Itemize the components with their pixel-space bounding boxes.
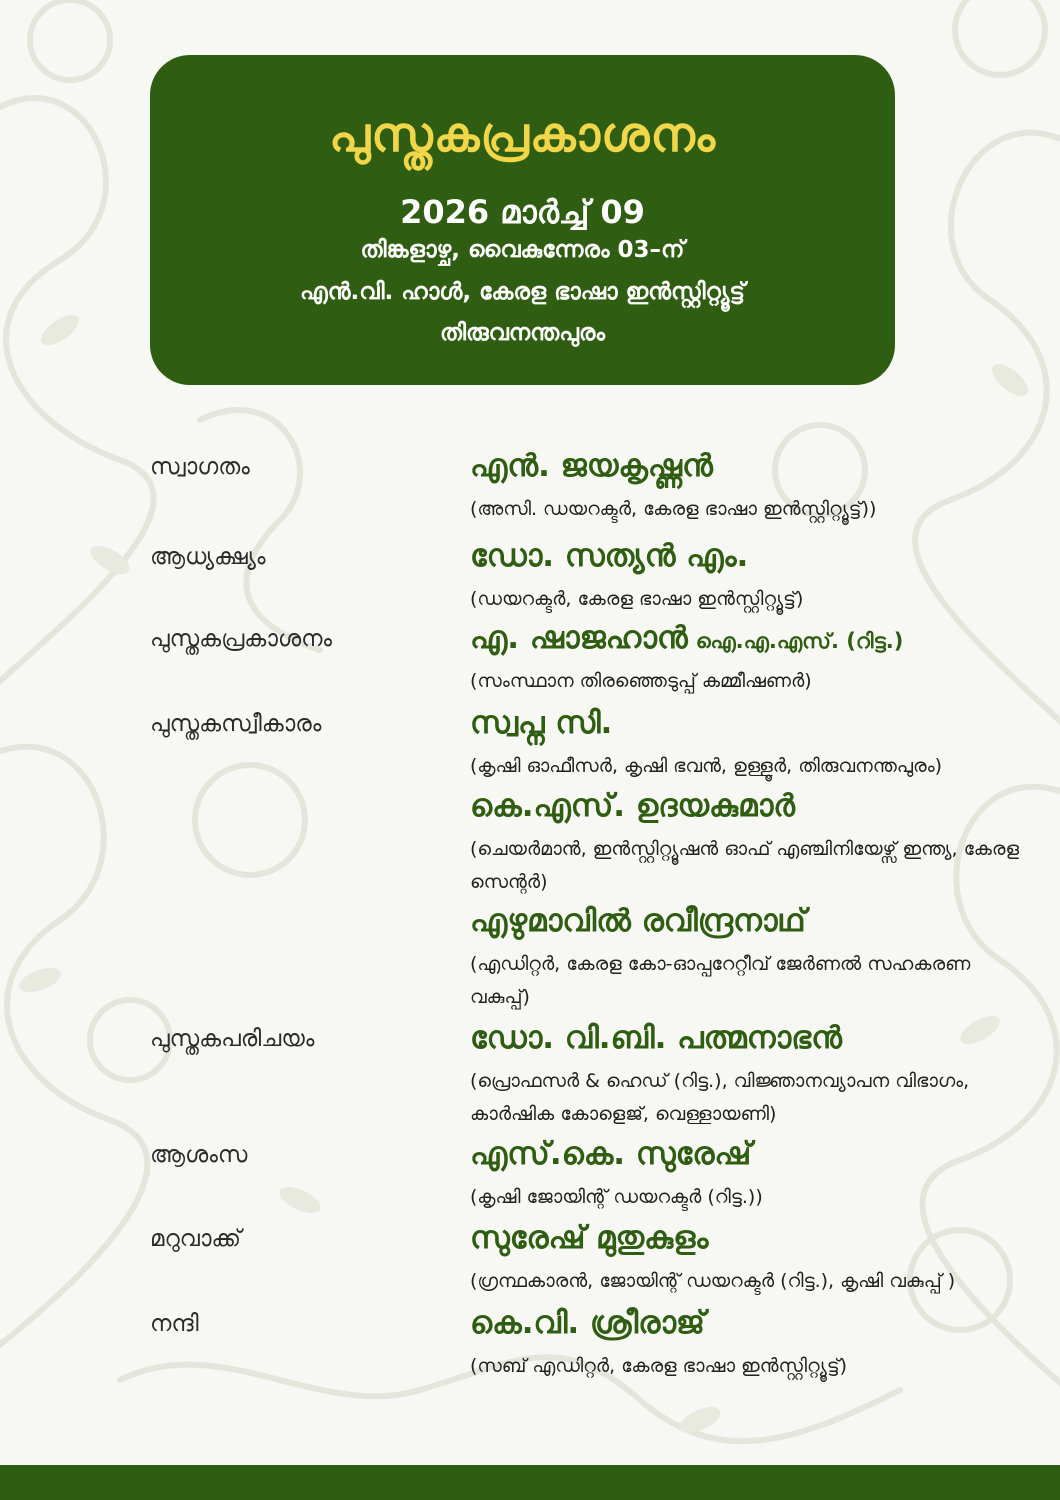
program-person bbox=[470, 1136, 751, 1173]
footer-bar bbox=[0, 1465, 1060, 1500]
person-description: (ഡയറക്ടർ, കേരള ഭാഷാ ഇൻസ്റ്റിറ്റ്യൂട്ട്) bbox=[470, 588, 804, 610]
person-name: എഴുമാവിൽ രവീന്ദ്രനാഥ് bbox=[470, 903, 806, 939]
event-title: പുസ്തകപ്രകാശനം bbox=[329, 107, 716, 163]
program-person bbox=[470, 1020, 842, 1057]
person-name: എൻ. ജയകൃഷ്ണൻ bbox=[470, 448, 713, 484]
person-description: (സബ് എഡിറ്റർ, കേരള ഭാഷാ ഇൻസ്റ്റിറ്റ്യൂട്ട്) bbox=[470, 1355, 848, 1377]
program-person bbox=[470, 448, 713, 485]
person-description: (കൃഷി ജോയിന്റ് ഡയറക്ടർ (റിട്ട.)) bbox=[470, 1186, 763, 1208]
person-description: (കൃഷി ഓഫീസർ, കൃഷി ഭവൻ, ഉള്ളൂർ, തിരുവനന്തപുരം) bbox=[470, 755, 943, 777]
program-person bbox=[470, 903, 806, 940]
person-description: (അസി. ഡയറക്ടർ, കേരള ഭാഷാ ഇൻസ്റ്റിറ്റ്യൂട്ട്)) bbox=[470, 498, 877, 520]
person-description: (പ്രൊഫസർ & ഹെഡ് (റിട്ട.), വിജ്ഞാനവ്യാപന വിഭാഗം, കാർഷിക കോളെജ്, വെള്ളായണി) bbox=[470, 1070, 970, 1125]
person-description: (എഡിറ്റർ, കേരള കോ-ഓപ്പറേറ്റീവ് ജേർണൽ സഹകരണ വകുപ്പ്) bbox=[470, 953, 971, 1008]
program-person bbox=[470, 620, 903, 657]
program-person bbox=[470, 788, 795, 825]
program-person bbox=[470, 1305, 705, 1342]
person-name: കെ.എസ്. ഉദയകുമാർ bbox=[470, 788, 796, 824]
person-name: സ്വപ്ന സി. bbox=[470, 705, 613, 741]
person-description: (ചെയർമാൻ, ഇൻസ്റ്റിറ്റ്യൂഷൻ ഓഫ് എഞ്ചിനിയേഴ്സ് ഇന്ത്യ, കേരള സെന്റർ) bbox=[470, 838, 1020, 893]
event-venue: എൻ.വി. ഹാൾ, കേരള ഭാഷാ ഇൻസ്റ്റിറ്റ്യൂട്ട് bbox=[300, 279, 745, 305]
program-person bbox=[470, 705, 612, 742]
program-person bbox=[470, 1220, 708, 1257]
event-city: തിരുവനന്തപുരം bbox=[439, 320, 606, 346]
program-person bbox=[470, 538, 748, 575]
program-role: ആശംസ bbox=[150, 1142, 248, 1168]
program-role: സ്വാഗതം bbox=[150, 454, 250, 480]
person-name: എസ്.കെ. സുരേഷ് bbox=[470, 1136, 752, 1172]
program-role: പുസ്തകപ്രകാശനം bbox=[150, 626, 333, 652]
program-role: നന്ദി bbox=[150, 1311, 199, 1337]
person-title-suffix: ഐ.എ.എസ്. (റിട്ട.) bbox=[695, 629, 904, 653]
person-name: എ. ഷാജഹാൻ bbox=[470, 620, 688, 656]
person-name: ഡോ. സത്യൻ എം. bbox=[470, 538, 749, 574]
program-role: പുസ്തകസ്വീകാരം bbox=[150, 711, 322, 737]
event-day-time: തിങ്കളാഴ്ച, വൈകുന്നേരം 03–ന് bbox=[360, 237, 685, 263]
event-date: 2026 മാർച്ച് 09 bbox=[400, 193, 645, 231]
program-role: മറുവാക്ക് bbox=[150, 1226, 242, 1252]
person-name: കെ.വി. ശ്രീരാജ് bbox=[470, 1305, 705, 1341]
person-name: ഡോ. വി.ബി. പത്മനാഭൻ bbox=[470, 1020, 842, 1056]
person-description: (ഗ്രന്ഥകാരൻ, ജോയിന്റ് ഡയറക്ടർ (റിട്ട.), കൃഷി വകുപ്പ് ) bbox=[470, 1270, 956, 1292]
program-role: പുസ്തകപരിചയം bbox=[150, 1026, 315, 1052]
program-role: ആധ്യക്ഷ്യം bbox=[150, 544, 266, 570]
person-name: സുരേഷ് മുതുകുളം bbox=[470, 1220, 709, 1256]
person-description: (സംസ്ഥാന തിരഞ്ഞെടുപ്പ് കമ്മീഷണർ) bbox=[470, 670, 812, 692]
